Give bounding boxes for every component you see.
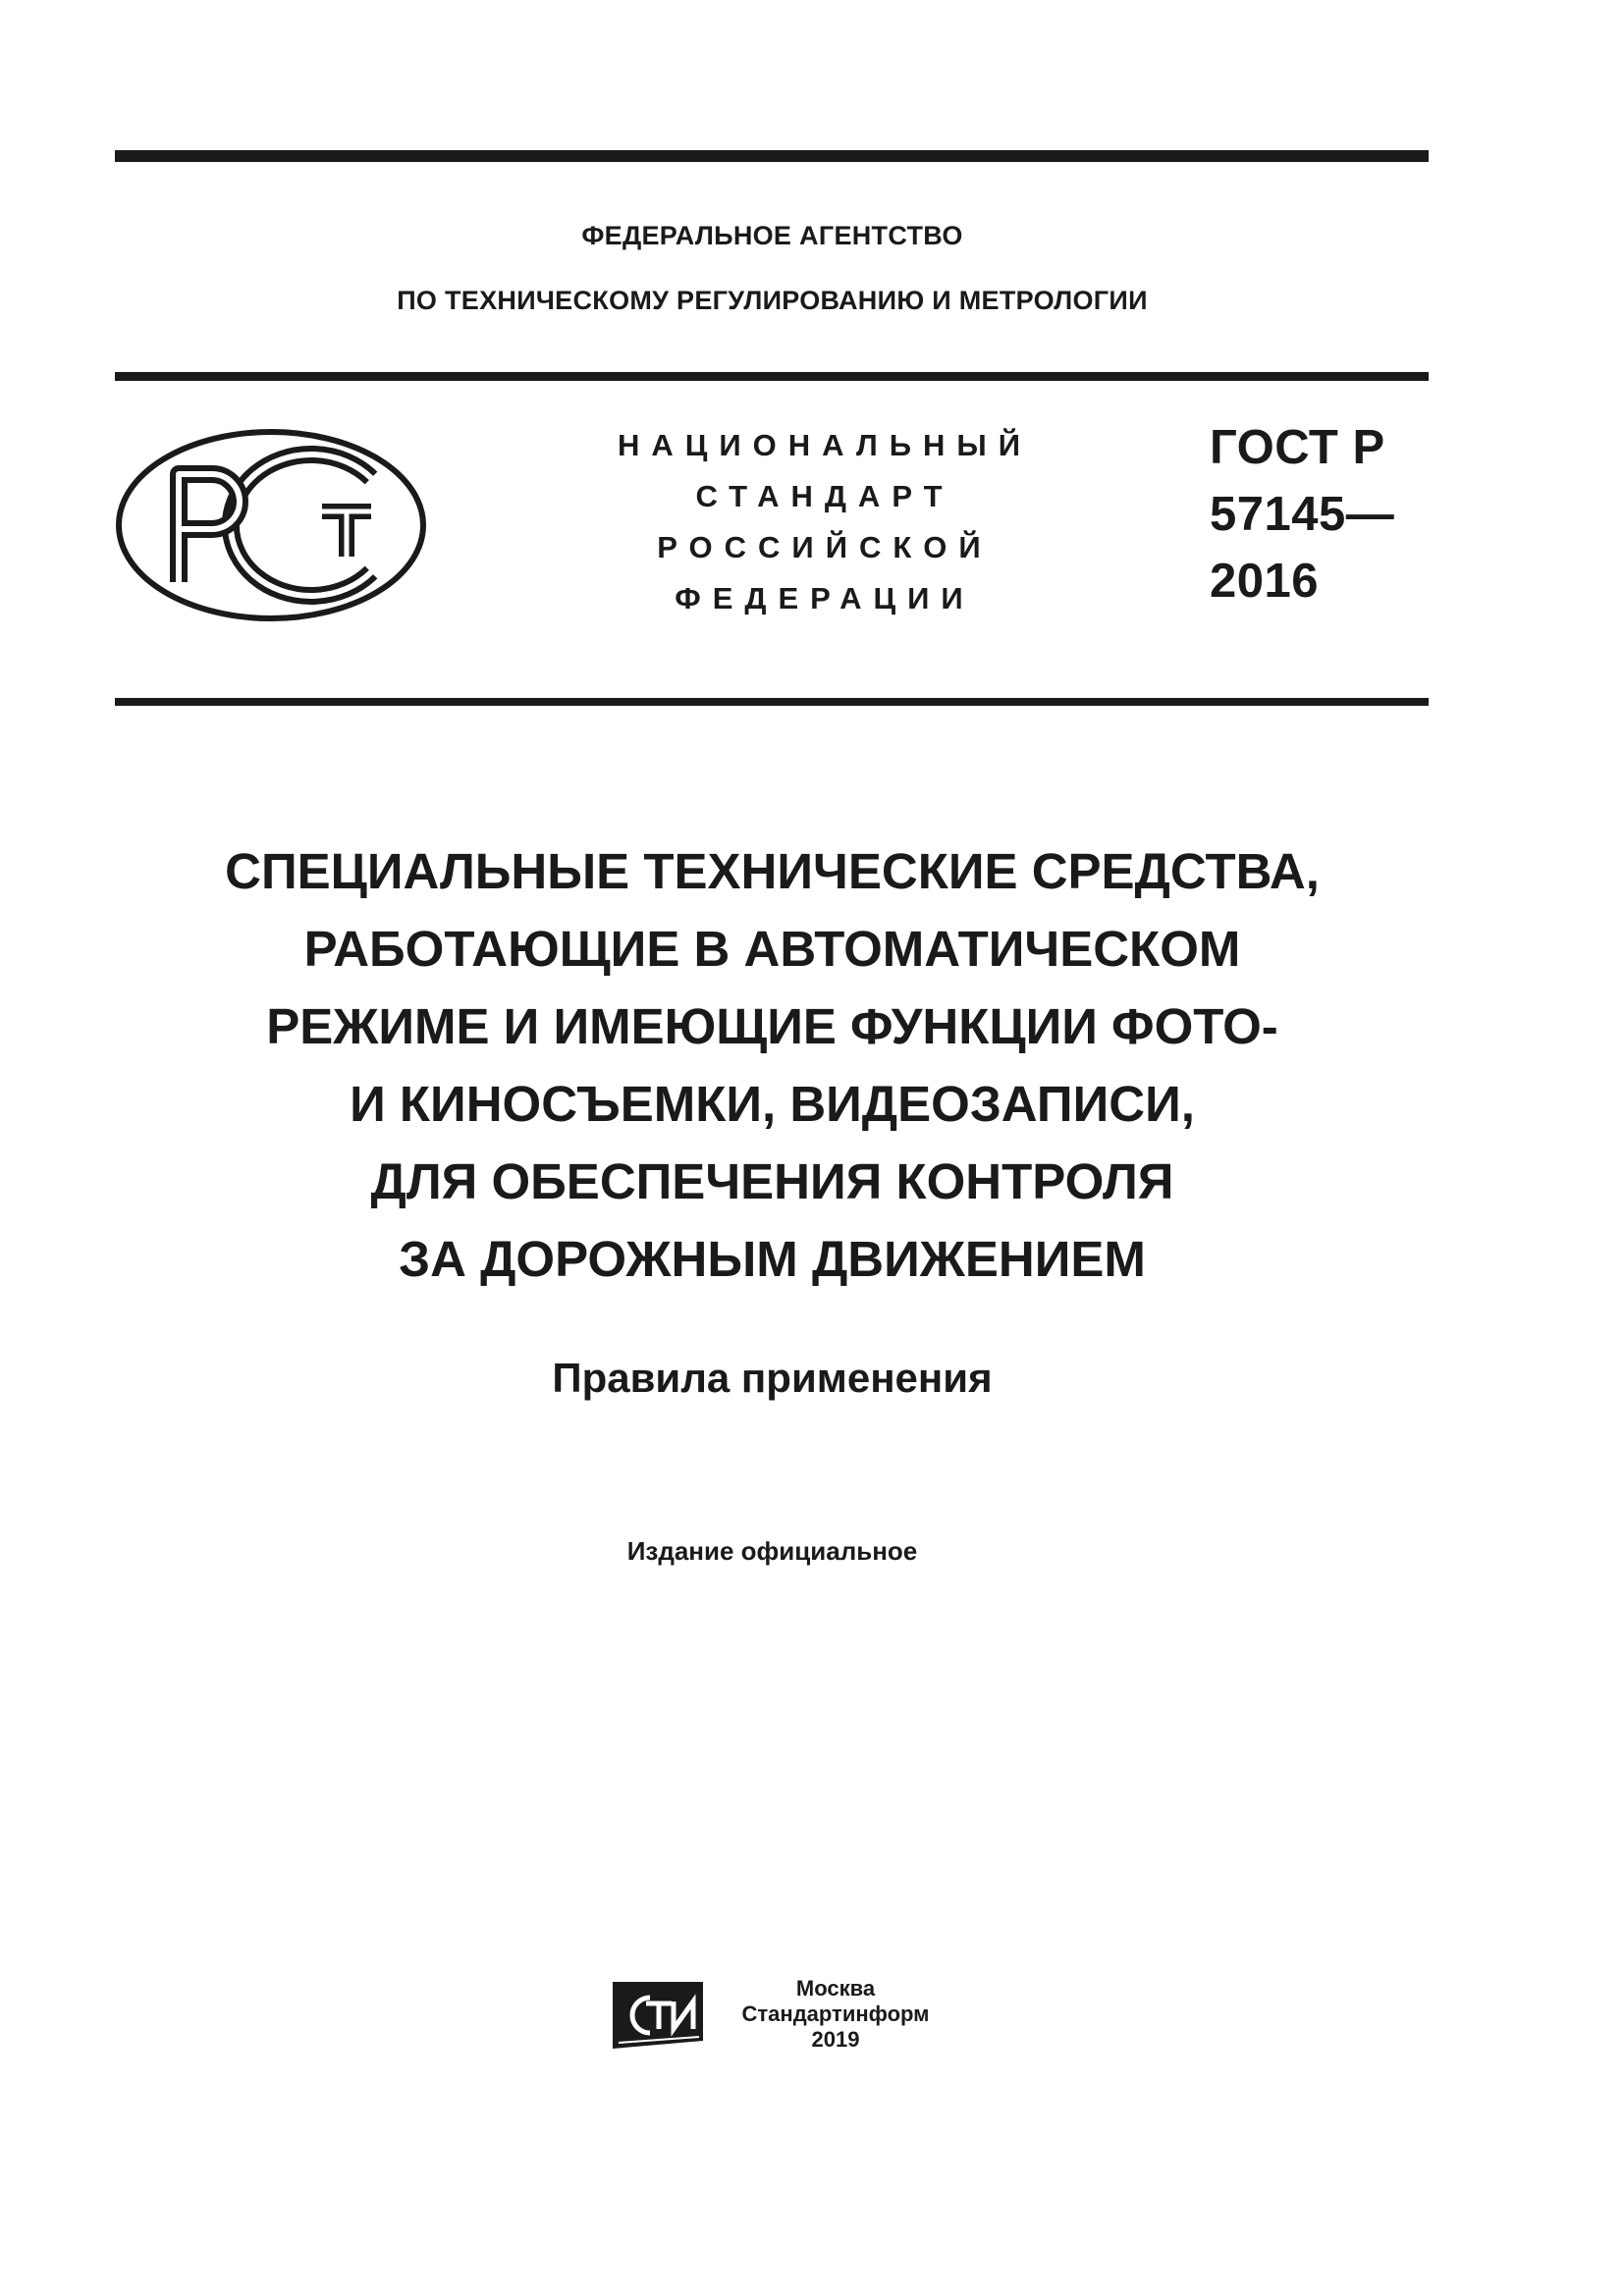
title-line: РАБОТАЮЩИЕ В АВТОМАТИЧЕСКОМ	[303, 921, 1241, 977]
document-subtitle: Правила применения	[552, 1355, 993, 1401]
agency-name-line-1: ФЕДЕРАЛЬНОЕ АГЕНТСТВО	[581, 221, 963, 250]
title-line: И КИНОСЪЕМКИ, ВИДЕОЗАПИСИ,	[350, 1076, 1195, 1132]
header-rule	[115, 372, 1429, 381]
title-line: ЗА ДОРОЖНЫМ ДВИЖЕНИЕМ	[399, 1231, 1146, 1287]
edition-label: Издание официальное	[626, 1536, 918, 1566]
gost-line: 57145—	[1210, 488, 1395, 541]
national-standard-line: НАЦИОНАЛЬНЫЙ	[617, 428, 1033, 462]
national-standard-line: СТАНДАРТ	[695, 479, 954, 513]
standartinform-logo-icon	[611, 1980, 705, 2051]
publication-year: 2019	[811, 2027, 860, 2052]
publisher-city: Москва	[795, 1976, 876, 2001]
title-line: СПЕЦИАЛЬНЫЕ ТЕХНИЧЕСКИЕ СРЕДСТВА,	[225, 843, 1320, 899]
block-rule	[115, 698, 1429, 706]
gost-line: ГОСТ Р	[1210, 421, 1385, 474]
national-standard-line: ФЕДЕРАЦИИ	[675, 581, 975, 615]
agency-name-line-2: ПО ТЕХНИЧЕСКОМУ РЕГУЛИРОВАНИЮ И МЕТРОЛОГИИ	[397, 286, 1148, 315]
gost-designation	[1210, 414, 1394, 614]
publisher-name: Стандартинформ	[741, 2002, 930, 2026]
national-standard-line: РОССИЙСКОЙ	[657, 530, 993, 564]
rst-logo-icon	[114, 427, 428, 623]
top-rule	[115, 150, 1429, 162]
title-line: РЕЖИМЕ И ИМЕЮЩИЕ ФУНКЦИИ ФОТО-	[266, 998, 1278, 1054]
publisher-imprint	[723, 1976, 948, 2053]
national-standard-label	[599, 420, 1051, 624]
title-line: ДЛЯ ОБЕСПЕЧЕНИЯ КОНТРОЛЯ	[370, 1153, 1174, 1209]
document-title	[0, 832, 1544, 1298]
gost-line: 2016	[1210, 555, 1320, 608]
